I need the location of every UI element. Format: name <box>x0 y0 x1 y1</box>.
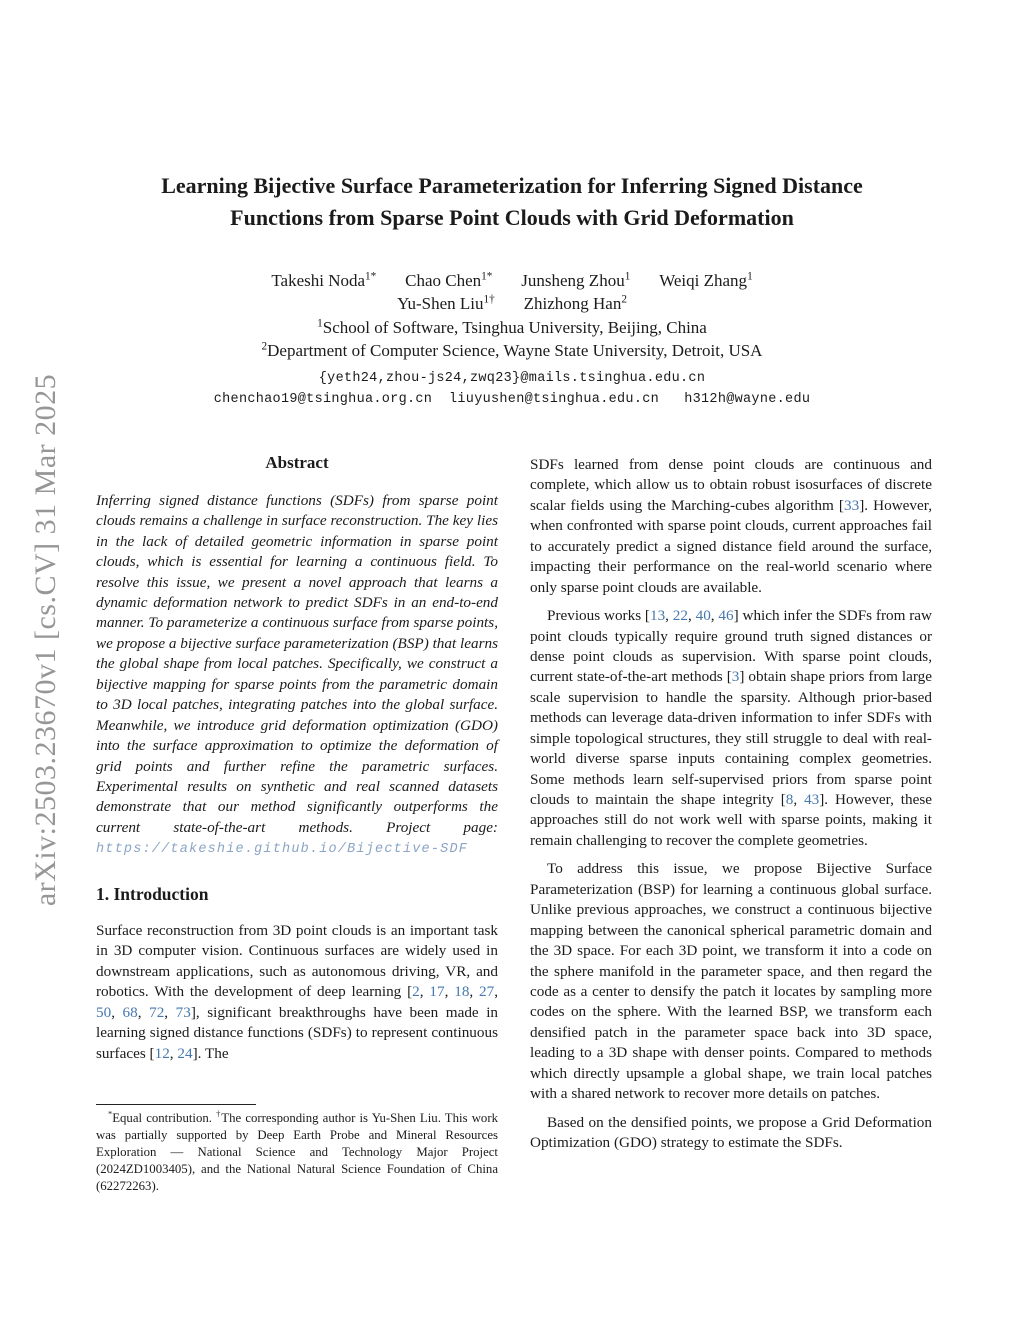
superscript: 1* <box>365 270 377 283</box>
superscript: † <box>216 1108 222 1119</box>
text-segment: Zhizhong Han <box>523 294 622 314</box>
citation-link[interactable]: 18 <box>454 983 470 1001</box>
superscript: 2 <box>261 340 268 353</box>
citation-link[interactable]: 13 <box>649 607 666 625</box>
text-segment: , <box>419 983 430 1001</box>
right-col-paragraph-1 <box>530 455 932 598</box>
text-segment: Previous works [ <box>547 607 650 625</box>
text-segment: Department of Computer Science, Wayne State University, Detroit, USA <box>267 341 763 361</box>
text-segment: Based on the densified points, we propose a Grid Deformation Optimization (GDO) strategy to estimate the SDFs. <box>530 1113 932 1151</box>
citation-link[interactable]: 40 <box>695 607 711 625</box>
text-segment: ]. However, these approaches still do not work well with sparse points, making it remain challenging to recover the complete geometries. <box>530 791 932 849</box>
right-col-paragraph-4 <box>530 1113 932 1154</box>
text-segment: Yu-Shen Liu <box>397 294 484 314</box>
text-segment: ] which infer the SDFs from raw point clouds typically require ground truth signed distances or dense point clouds as supervision. With sparse point clouds, current state-of-the-art methods [ <box>530 607 933 686</box>
superscript: 1 <box>624 270 631 283</box>
superscript: 1† <box>483 293 495 306</box>
superscript: 1 <box>747 270 753 283</box>
text-segment: Weiqi Zhang <box>659 271 748 290</box>
citation-link[interactable]: 33 <box>844 496 860 514</box>
citation-link[interactable]: 68 <box>122 1003 138 1021</box>
citation-link[interactable]: 17 <box>429 983 445 1001</box>
authors-row-2 <box>94 292 930 315</box>
citation-link[interactable]: 73 <box>175 1003 191 1021</box>
paper-title-line1: Learning Bijective Surface Parameterization for Inferring Signed Distance <box>161 173 863 198</box>
text-segment: Surface reconstruction from 3D point clouds is an important task in 3D computer vision. Continuous surfaces are widely used in downstream applications, such as autonomous driving, VR, and robotics. With the development of deep learning [ <box>96 921 498 1001</box>
text-segment: SDFs learned from dense point clouds are continuous and complete, which allow us to obtain robust isosurfaces of discrete scalar fields using the Marching-cubes algorithm [ <box>530 456 932 514</box>
arxiv-watermark: arXiv:2503.23670v1 [cs.CV] 31 Mar 2025 <box>29 373 62 907</box>
citation-link[interactable]: 72 <box>149 1003 165 1021</box>
text-segment: Equal contribution. <box>112 1111 217 1125</box>
text-segment: Inferring signed distance functions (SDFs) from sparse point clouds remains a challenge in surface reconstruction. The key lies in the lack of detailed geometric information in sparse point clouds, which is essential for learning a continuous field. To resolve this issue, we present a novel approach that learns a dynamic deformation network to predict SDFs in an end-to-end manner. To parameterize a continuous surface from sparse points, we propose a bijective surface parameterization (BSP) that learns the global shape from local patches. Specifically, we construct a bijective mapping for sparse points from the parametric domain to 3D local patches, integrating patches into the global surface. Meanwhile, we introduce grid deformation optimization (GDO) into the surface approximation to optimize the deformation of grid points and further refine the parametric surfaces. Experimental results on synthetic and real scanned datasets demonstrate that our method significantly outperforms the current state-of-the-art methods. Project page: <box>96 491 498 836</box>
text-segment: , <box>469 983 480 1001</box>
affiliation-2 <box>94 339 930 362</box>
text-segment: , <box>710 607 719 625</box>
author-block <box>94 269 930 410</box>
left-column <box>96 452 498 1064</box>
text-segment: ]. The <box>192 1044 229 1062</box>
text-segment: , <box>164 1003 176 1021</box>
text-segment: Takeshi Noda <box>271 271 366 290</box>
text-segment: , <box>494 983 499 1001</box>
introduction-heading: 1. Introduction <box>96 884 209 905</box>
authors-row-1 <box>94 269 930 292</box>
superscript: 1 <box>317 317 323 330</box>
citation-link[interactable]: 12 <box>154 1044 170 1062</box>
text-segment: , <box>169 1044 178 1062</box>
intro-paragraph-1 <box>96 921 498 1064</box>
paper-title <box>94 170 930 235</box>
paper-title-line2: Functions from Sparse Point Clouds with Grid Deformation <box>230 205 794 231</box>
text-segment: ], significant breakthroughs have been made in learning signed distance functions (SDFs) to represent continuous surfaces [ <box>96 1003 499 1062</box>
abstract-text <box>96 491 498 860</box>
footnote <box>96 1104 498 1195</box>
text-segment: Chao Chen <box>405 271 482 290</box>
citation-link[interactable]: 22 <box>672 607 688 625</box>
superscript: 2 <box>621 293 627 306</box>
right-col-paragraph-2 <box>530 606 932 851</box>
project-page-link[interactable]: https://takeshie.github.io/Bijective-SDF <box>96 842 469 858</box>
text-segment: Junsheng Zhou <box>521 271 625 290</box>
affiliation-1 <box>94 316 930 339</box>
citation-link[interactable]: 50 <box>96 1003 112 1021</box>
text-segment: , <box>111 1003 123 1021</box>
text-segment: School of Software, Tsinghua University, Beijing, China <box>322 317 707 337</box>
superscript: 1* <box>481 270 493 283</box>
text-segment: ]. However, when confronted with sparse point clouds, current approaches fail to accurately predict a signed distance field around the surface, impacting their performance on the real-world scenario where only sparse point clouds are available. <box>530 496 932 596</box>
citation-link[interactable]: 2 <box>412 983 420 1001</box>
footnote-rule <box>96 1104 256 1105</box>
text-segment: , <box>665 607 673 625</box>
right-column <box>530 455 932 1153</box>
citation-link[interactable]: 8 <box>785 791 794 808</box>
text-segment: ] obtain shape priors from large scale supervision to handle the sparsity. Although prior-based methods can leverage data-driven information to infer SDFs with simple topological structures, they still struggle to deal with real-world diverse sparse inputs containing complex geometries. Some methods learn self-supervised priors from sparse point clouds to maintain the shape integrity [ <box>530 668 932 808</box>
text-segment: , <box>793 791 805 808</box>
text-segment: , <box>137 1003 150 1021</box>
citation-link[interactable]: 43 <box>804 791 820 808</box>
text-segment: The corresponding author is Yu-Shen Liu. This work was partially supported by Deep Earth Probe and Mineral Resources Exploration — National Science and Technology Major Project (2024ZD1003405), and the National Natural Science Foundation of China (62272263). <box>96 1111 498 1194</box>
abstract-heading: Abstract <box>265 453 329 472</box>
right-col-paragraph-3 <box>530 859 932 1104</box>
author-emails-line1: {yeth24,zhou-js24,zwq23}@mails.tsinghua.edu.cn <box>318 370 706 386</box>
citation-link[interactable]: 24 <box>177 1044 193 1062</box>
text-segment: , <box>444 983 455 1001</box>
author-emails-line2: chenchao19@tsinghua.org.cn liuyushen@tsinghua.edu.cn h312h@wayne.edu <box>213 392 811 408</box>
footnote-text <box>96 1110 498 1195</box>
text-segment: , <box>687 607 696 625</box>
citation-link[interactable]: 3 <box>731 668 740 686</box>
citation-link[interactable]: 46 <box>718 607 734 625</box>
superscript: * <box>108 1108 113 1119</box>
citation-link[interactable]: 27 <box>479 983 495 1001</box>
text-segment: To address this issue, we propose Bijective Surface Parameterization (BSP) for learning a continuous global surface. Unlike previous approaches, we construct a continuous bijective mapping between the canonical spherical parametric domain and the 3D space. For each 3D point, we transform it into a code on the sphere manifold in the parameter space, and then regard the code as a center to densify the patch it locates by sampling more codes on the sphere. With the learned BSP, we transform each densified patch in the parameter space back into 3D space, leading to a 3D shape with denser points. Compared to methods which directly upsample a global shape, we train local patches with a shared network to recover more details on patches. <box>530 860 932 1103</box>
